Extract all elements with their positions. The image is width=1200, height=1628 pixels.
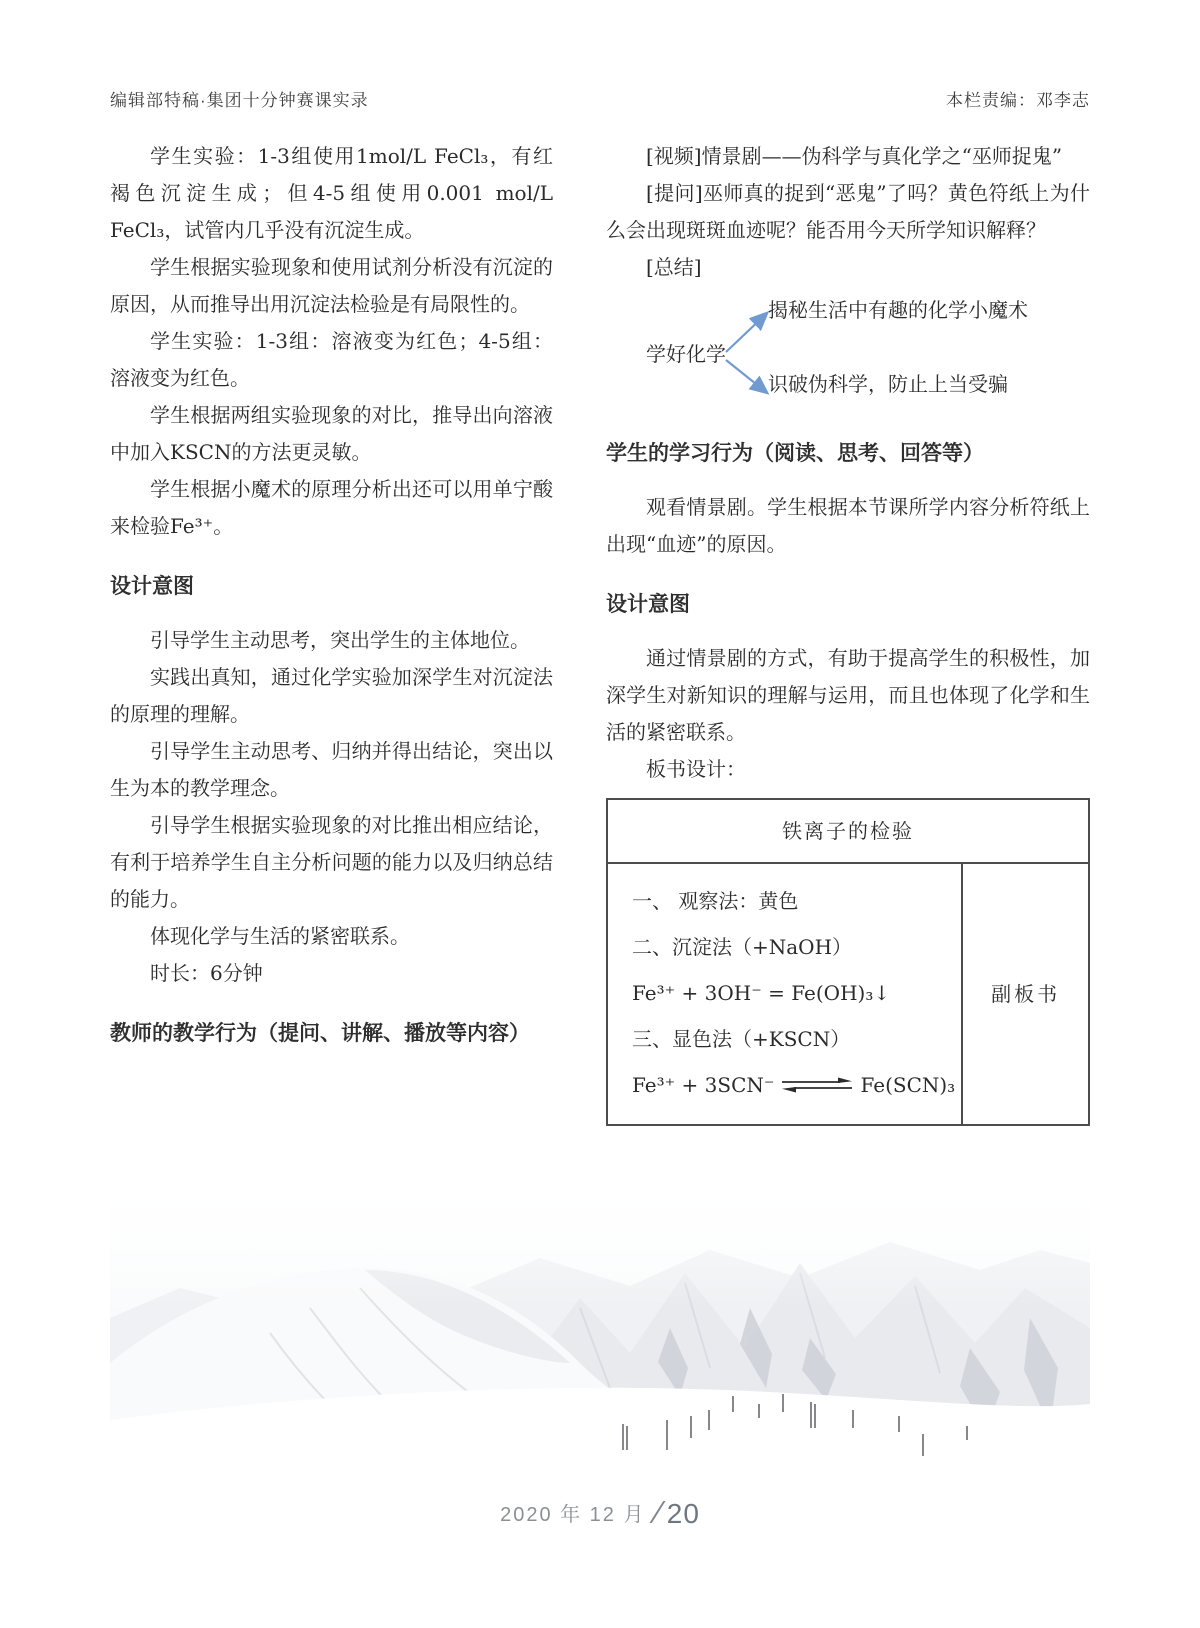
paragraph: 引导学生根据实验现象的对比推出相应结论，有利于培养学生自主分析问题的能力以及归纳总结的能力。 xyxy=(110,813,553,911)
summary-diagram xyxy=(606,290,1090,412)
table-side-cell: 副板书 xyxy=(991,981,1061,1006)
paragraph: 观看情景剧。学生根据本节课所学内容分析符纸上出现“血迹”的原因。 xyxy=(606,495,1090,556)
board-line-precipitate: 二、沉淀法（+NaOH） xyxy=(632,935,853,959)
board-equation-naoh: Fe³⁺ + 3OH⁻ = Fe(OH)₃↓ xyxy=(632,981,891,1005)
paragraph: [提问]巫师真的捉到“恶鬼”了吗？黄色符纸上为什么会出现斑斑血迹呢？能否用今天所学知识解释？ xyxy=(606,181,1090,242)
footer-slash: ∕ xyxy=(655,1494,662,1530)
table-main-cell xyxy=(608,864,963,1124)
paragraph: 学生根据小魔术的原理分析出还可以用单宁酸来检验Fe³⁺。 xyxy=(110,477,553,538)
footer-date: 2020 年 12 月 xyxy=(500,1504,646,1526)
table-body xyxy=(608,864,1088,1124)
page-footer xyxy=(0,1494,1200,1531)
equilibrium-arrow-icon xyxy=(780,1076,854,1094)
board-line-color: 三、显色法（+KSCN） xyxy=(632,1027,851,1051)
blackboard-table xyxy=(606,798,1090,1126)
page-header xyxy=(110,86,1090,111)
paragraph: 引导学生主动思考、归纳并得出结论，突出以生为本的教学理念。 xyxy=(110,739,553,800)
header-right-editor: 本栏责编：邓李志 xyxy=(946,91,1090,110)
paragraph: 实践出真知，通过化学实验加深学生对沉淀法的原理的理解。 xyxy=(110,665,553,726)
paragraph: 引导学生主动思考，突出学生的主体地位。 xyxy=(150,628,530,652)
diagram-branch-bottom: 识破伪科学，防止上当受骗 xyxy=(768,372,1008,396)
board-design-label: 板书设计： xyxy=(646,757,746,781)
equation-lhs: Fe³⁺ + 3SCN⁻ xyxy=(632,1073,775,1097)
header-left-title: 编辑部特稿·集团十分钟赛课实录 xyxy=(110,91,369,110)
snow-mountains-illustration xyxy=(110,1158,1090,1476)
paragraph: 体现化学与生活的紧密联系。 xyxy=(150,924,410,948)
paragraph: 时长：6分钟 xyxy=(150,961,263,985)
paragraph: 通过情景剧的方式，有助于提高学生的积极性，加深学生对新知识的理解与运用，而且也体现了化学和生活的紧密联系。 xyxy=(606,646,1090,744)
paragraph: 学生实验：1-3组使用1mol/L FeCl₃，有红褐色沉淀生成；但4-5组使用0.001 mol/L FeCl₃，试管内几乎没有沉淀生成。 xyxy=(110,144,553,242)
snow-mountains-photo xyxy=(110,1158,1090,1476)
heading-student-behavior: 学生的学习行为（阅读、思考、回答等） xyxy=(606,442,984,465)
table-title: 铁离子的检验 xyxy=(608,800,1088,864)
diagram-root-label: 学好化学 xyxy=(646,342,726,366)
heading-design-intent: 设计意图 xyxy=(110,575,194,598)
board-line-observe: 一、 观察法：黄色 xyxy=(632,889,799,913)
paragraph: 学生实验：1-3组：溶液变为红色；4-5组：溶液变为红色。 xyxy=(110,329,553,390)
board-equation-kscn xyxy=(632,1062,955,1108)
heading-design-intent: 设计意图 xyxy=(606,593,690,616)
heading-teacher-behavior: 教师的教学行为（提问、讲解、播放等内容） xyxy=(110,1022,530,1045)
paragraph: [视频]情景剧——伪科学与真化学之“巫师捉鬼” xyxy=(646,144,1063,168)
diagram-branch-top: 揭秘生活中有趣的化学小魔术 xyxy=(768,298,1028,322)
paragraph: 学生根据实验现象和使用试剂分析没有沉淀的原因，从而推导出用沉淀法检验是有局限性的。 xyxy=(110,255,553,316)
paragraph: 学生根据两组实验现象的对比，推导出向溶液中加入KSCN的方法更灵敏。 xyxy=(110,403,553,464)
right-column xyxy=(606,138,1090,1126)
equation-rhs: Fe(SCN)₃ xyxy=(860,1073,956,1097)
footer-page-number: 20 xyxy=(666,1498,700,1529)
paragraph: [总结] xyxy=(646,255,702,279)
left-column xyxy=(110,138,553,1069)
